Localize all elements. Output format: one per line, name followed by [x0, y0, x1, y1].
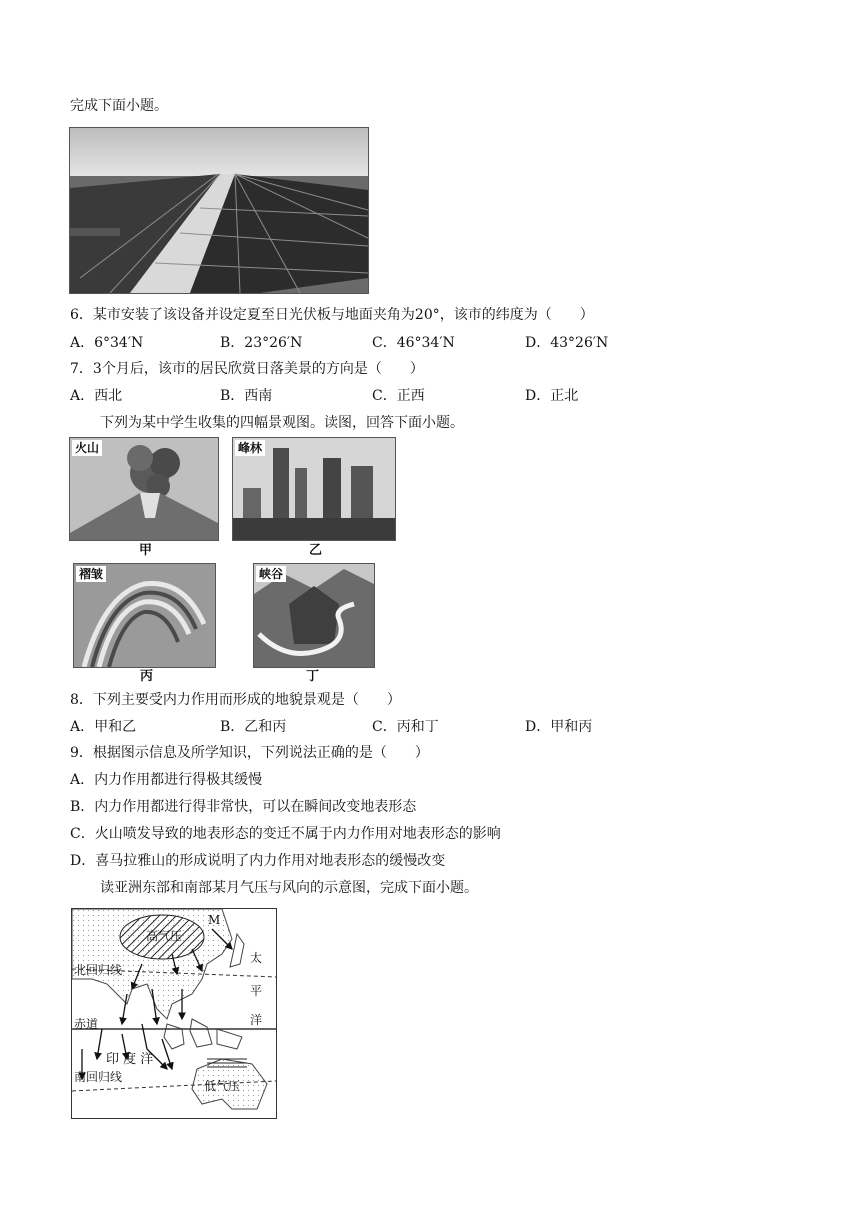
q6-option-a[interactable]: A．6°34′N: [70, 335, 144, 351]
pressure-wind-map: [71, 908, 277, 1119]
intro-text: 完成下面小题。: [70, 98, 168, 114]
q6-option-b[interactable]: B．23°26′N: [220, 335, 303, 351]
q7-option-b[interactable]: B．西南: [220, 388, 273, 404]
q7-option-c[interactable]: C．正西: [372, 388, 425, 404]
canyon-tag: 峡谷: [256, 566, 286, 582]
fold-photo: [73, 563, 216, 668]
q8-option-b[interactable]: B．乙和丙: [220, 719, 287, 735]
volcano-tag: 火山: [72, 440, 102, 456]
q8-option-d[interactable]: D．甲和丙: [525, 719, 593, 735]
caption-bing: 丙: [140, 669, 154, 684]
map-indian-ocean: 印 度 洋: [106, 1052, 154, 1067]
q7-option-a[interactable]: A．西北: [70, 388, 123, 404]
caption-jia: 甲: [139, 543, 153, 558]
q8-option-c[interactable]: C．丙和丁: [372, 719, 439, 735]
q9-option-a[interactable]: A．内力作用都进行得极其缓慢: [70, 772, 263, 788]
map-equator: 赤道: [74, 1017, 99, 1031]
fold-tag: 褶皱: [76, 566, 106, 582]
map-pacific-1: 太: [250, 951, 263, 965]
canyon-photo: [253, 563, 375, 668]
intro-landscapes: 下列为某中学生收集的四幅景观图。读图，回答下面小题。: [100, 415, 464, 431]
question-7-stem: 7．3个月后，该市的居民欣赏日落美景的方向是（ ）: [70, 361, 424, 377]
volcano-photo: [69, 437, 219, 541]
question-6-stem: 6．某市安装了该设备并设定夏至日光伏板与地面夹角为20°，该市的纬度为（ ）: [70, 307, 594, 323]
q8-option-a[interactable]: A．甲和乙: [70, 719, 137, 735]
caption-yi: 乙: [309, 543, 323, 558]
q6-option-c[interactable]: C．46°34′N: [372, 335, 455, 351]
q6-option-d[interactable]: D．43°26′N: [525, 335, 609, 351]
map-low-pressure: 低气压: [204, 1079, 241, 1093]
q9-option-b[interactable]: B．内力作用都进行得非常快，可以在瞬间改变地表形态: [70, 799, 417, 815]
question-9-stem: 9．根据图示信息及所学知识，下列说法正确的是（ ）: [70, 745, 429, 761]
solar-panel-photo: [69, 127, 369, 294]
map-tropic-north: 北回归线: [74, 963, 123, 977]
intro-map: 读亚洲东部和南部某月气压与风向的示意图，完成下面小题。: [100, 880, 478, 896]
peak-forest-photo: [232, 437, 396, 541]
map-pacific-2: 平: [250, 984, 263, 998]
peak-forest-tag: 峰林: [235, 440, 265, 456]
map-pacific-3: 洋: [250, 1013, 263, 1027]
map-m-label: M: [208, 913, 221, 927]
q9-option-c[interactable]: C．火山喷发导致的地表形态的变迁不属于内力作用对地表形态的影响: [70, 826, 501, 842]
question-8-stem: 8．下列主要受内力作用而形成的地貌景观是（ ）: [70, 692, 401, 708]
map-high-pressure: 高气压: [146, 929, 183, 943]
caption-ding: 丁: [306, 669, 320, 684]
q9-option-d[interactable]: D．喜马拉雅山的形成说明了内力作用对地表形态的缓慢改变: [70, 853, 446, 869]
map-tropic-south: 南回归线: [74, 1070, 123, 1084]
q7-option-d[interactable]: D．正北: [525, 388, 579, 404]
